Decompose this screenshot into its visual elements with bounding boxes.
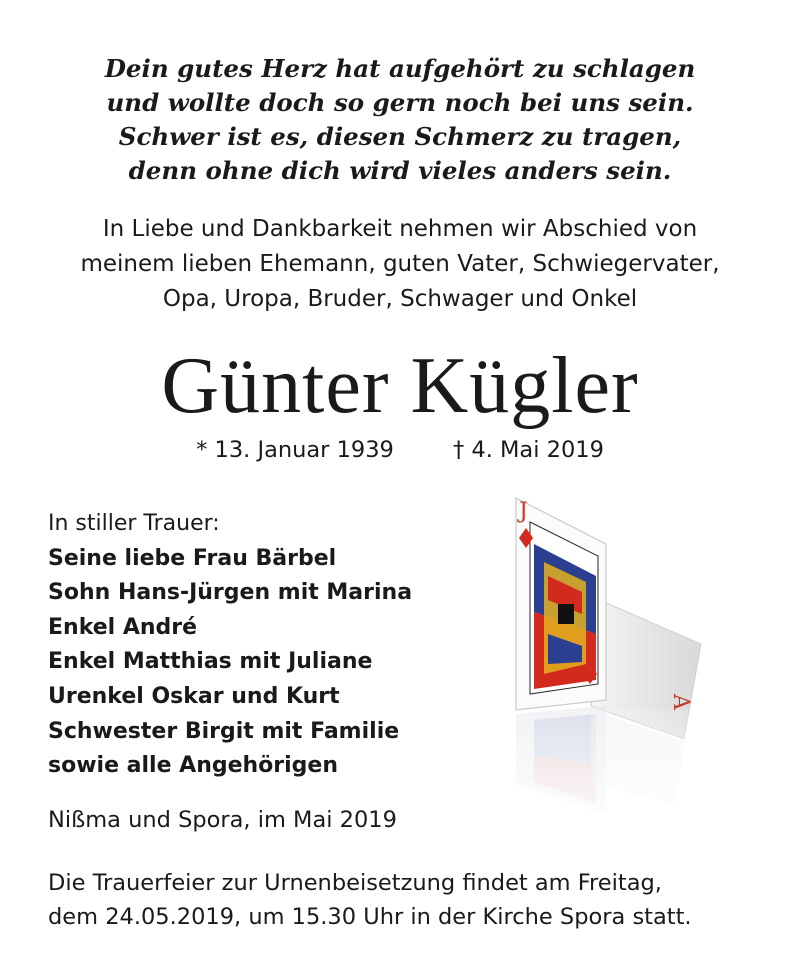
life-dates	[0, 434, 800, 466]
mourner: Sohn Hans-Jürgen mit Marina	[48, 580, 413, 606]
back-card-rank: A	[668, 694, 693, 710]
mourner: Urenkel Oskar und Kurt	[48, 683, 340, 709]
poem-line: Dein gutes Herz hat aufgehört zu schlagen	[104, 54, 696, 83]
deceased-name: Günter Kügler	[161, 342, 639, 430]
death-date: † 4. Mai 2019	[453, 437, 604, 463]
funeral-line: dem 24.05.2019, um 15.30 Uhr in der Kirche Spora statt.	[48, 904, 692, 930]
place-date: Nißma und Spora, im Mai 2019	[48, 807, 397, 833]
poem-line: Schwer ist es, diesen Schmerz zu tragen,	[118, 122, 682, 151]
funeral-notice	[48, 866, 788, 934]
poem-line: denn ohne dich wird vieles anders sein.	[128, 156, 672, 185]
mourners-list	[48, 507, 488, 784]
mourner: Schwester Birgit mit Familie	[48, 718, 400, 744]
intro-line: In Liebe und Dankbarkeit nehmen wir Abschied von	[102, 216, 698, 242]
intro-line: Opa, Uropa, Bruder, Schwager und Onkel	[162, 286, 638, 312]
mourners-lead: In stiller Trauer:	[48, 511, 220, 536]
mourner: Enkel André	[48, 614, 198, 640]
poem-line: und wollte doch so gern noch bei uns sein.	[106, 88, 694, 117]
front-card-rank: J	[519, 499, 528, 524]
mourner: sowie alle Angehörigen	[48, 753, 339, 779]
mourner: Enkel Matthias mit Juliane	[48, 649, 373, 675]
playing-cards-icon	[486, 484, 726, 844]
mourner: Seine liebe Frau Bärbel	[48, 545, 337, 571]
intro-text	[0, 212, 800, 317]
intro-line: meinem lieben Ehemann, guten Vater, Schwiegervater,	[80, 251, 720, 277]
birth-date: * 13. Januar 1939	[196, 437, 394, 463]
poem	[0, 52, 800, 188]
funeral-line: Die Trauerfeier zur Urnenbeisetzung findet am Freitag,	[48, 870, 662, 896]
